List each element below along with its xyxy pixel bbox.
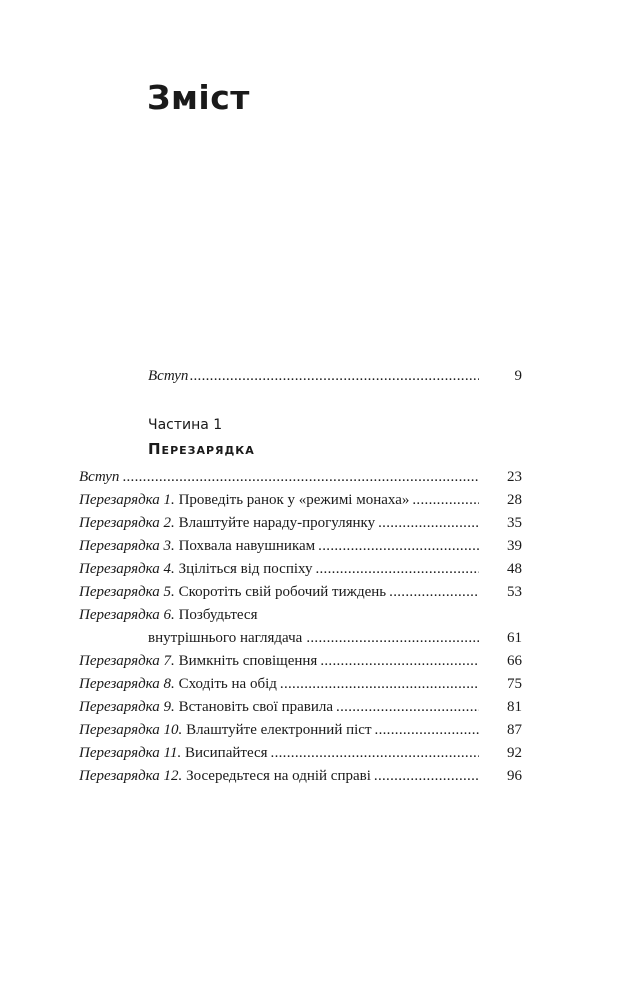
part-heading: Перезарядка [148, 440, 255, 458]
dot-leader [315, 558, 479, 581]
toc-entry[interactable] [79, 650, 522, 673]
entry-prefix: Перезарядка 4. [79, 561, 175, 577]
dot-leader [122, 466, 479, 489]
dot-leader [320, 650, 479, 673]
toc-entry[interactable] [79, 673, 522, 696]
entry-title: Зосередьтеся на одній справі [182, 768, 371, 784]
entry-prefix: Перезарядка 12. [79, 768, 183, 784]
dot-leader [280, 673, 479, 696]
entry-prefix: Перезарядка 9. [79, 699, 175, 715]
toc-entry[interactable] [79, 581, 522, 604]
page-number: 35 [507, 515, 522, 531]
page-number: 28 [507, 492, 522, 508]
toc-entry-first-line[interactable] [79, 604, 257, 627]
entry-title: Зціліться від поспіху [174, 561, 313, 577]
dot-leader [389, 581, 479, 604]
toc-entry[interactable] [148, 627, 522, 650]
toc-entry[interactable] [79, 489, 522, 512]
entry-title: Висипайтеся [181, 745, 268, 761]
dot-leader [378, 512, 479, 535]
entry-prefix: Перезарядка 1. [79, 492, 175, 508]
entry-title-continued: внутрішнього наглядача [148, 630, 303, 646]
entry-prefix: Вступ [79, 469, 120, 485]
entry-title: Вимкніть сповіщення [174, 653, 318, 669]
entry-prefix: Перезарядка 5. [79, 584, 175, 600]
entry-prefix: Перезарядка 10. [79, 722, 183, 738]
dot-leader [374, 765, 479, 788]
dot-leader [412, 489, 479, 512]
page-title: Зміст [147, 78, 250, 117]
entry-title: Проведіть ранок у «режимі монаха» [174, 492, 410, 508]
page-number: 66 [507, 653, 522, 669]
dot-leader [271, 742, 479, 765]
dot-leader [306, 627, 479, 650]
toc-entry[interactable] [79, 558, 522, 581]
page-number: 96 [507, 768, 522, 784]
toc-entry[interactable] [79, 535, 522, 558]
toc-entry[interactable] [79, 719, 522, 742]
entry-prefix: Перезарядка 6. [79, 607, 175, 623]
entry-prefix: Перезарядка 8. [79, 676, 175, 692]
page-number: 9 [514, 368, 522, 384]
page-number: 53 [507, 584, 522, 600]
toc-entry[interactable] [79, 512, 522, 535]
entry-label: Вступ [148, 368, 189, 384]
page-number: 23 [507, 469, 522, 485]
page-number: 39 [507, 538, 522, 554]
entry-prefix: Перезарядка 3. [79, 538, 175, 554]
entry-prefix: Перезарядка 11. [79, 745, 182, 761]
entry-title: Влаштуйте нараду-прогулянку [174, 515, 376, 531]
entry-title: Скоротіть свій робочий тиждень [174, 584, 387, 600]
toc-entry[interactable] [79, 466, 522, 489]
page-number: 87 [507, 722, 522, 738]
dot-leader [375, 719, 479, 742]
page-number: 92 [507, 745, 522, 761]
entry-title: Встановіть свої правила [174, 699, 334, 715]
entry-title: Сходіть на обід [174, 676, 277, 692]
toc-entry[interactable] [79, 696, 522, 719]
page-number: 61 [507, 630, 522, 646]
dot-leader [189, 365, 479, 388]
page-number: 81 [507, 699, 522, 715]
dot-leader [318, 535, 479, 558]
part-label: Частина 1 [148, 417, 223, 433]
entry-prefix: Перезарядка 2. [79, 515, 175, 531]
toc-entry[interactable] [79, 765, 522, 788]
entry-title: Похвала навушникам [174, 538, 316, 554]
entry-title: Влаштуйте електронний піст [182, 722, 372, 738]
entry-title: Позбудьтеся [174, 607, 258, 623]
toc-entry-intro[interactable] [148, 365, 522, 388]
dot-leader [336, 696, 479, 719]
entry-prefix: Перезарядка 7. [79, 653, 175, 669]
page-number: 48 [507, 561, 522, 577]
page-number: 75 [507, 676, 522, 692]
toc-entry[interactable] [79, 742, 522, 765]
